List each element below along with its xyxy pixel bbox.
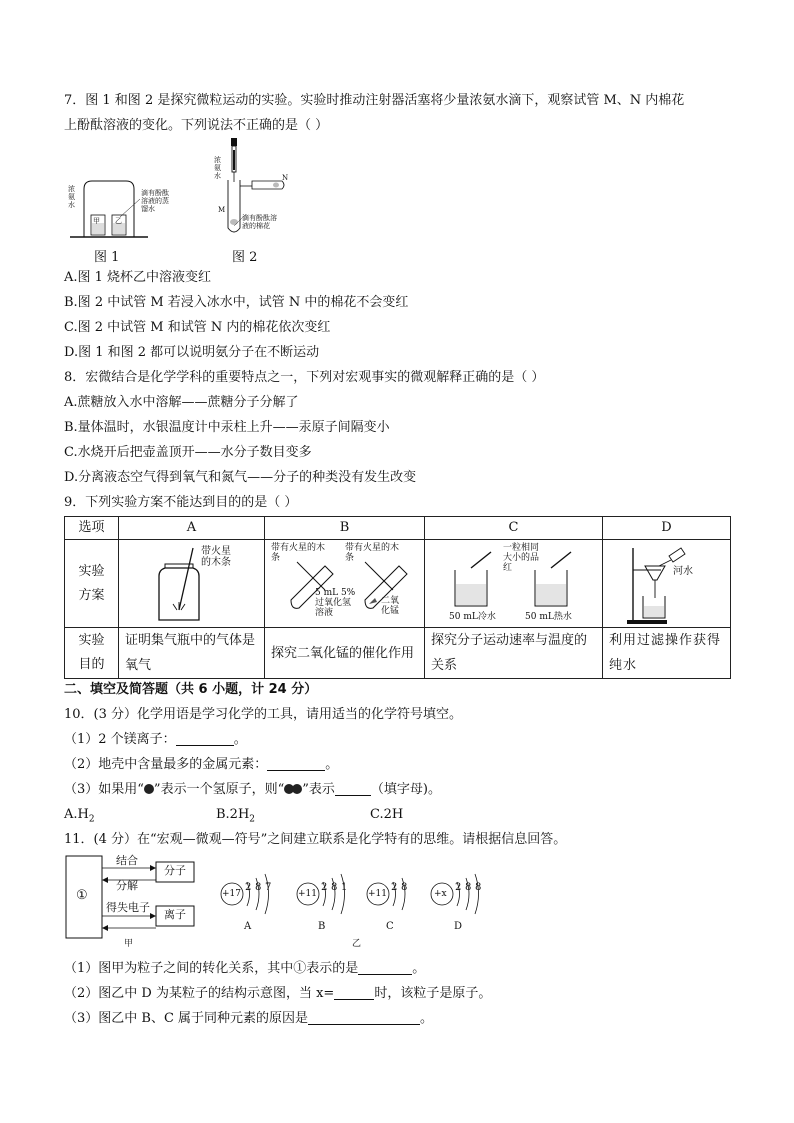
q8-option-d: D.分离液态空气得到氧气和氮气——分子的种类没有发生改变 [64,470,417,485]
q9-table [64,516,731,679]
q9-header-a: A [119,517,265,540]
atom-a-shell-2: 8 [255,882,262,893]
fig1-caption: 图 1 [94,250,120,265]
atom-a-shell-1: 2 [245,882,252,893]
fig1-jia-label: 甲 [93,217,100,225]
fig1-ammonia-label: 浓氨水 [68,185,75,209]
atom-a-nucleus: +17 [222,889,241,899]
q11-blank-3[interactable] [308,1010,420,1025]
atom-c-shell-1: 2 [391,882,398,893]
q10-option-b-sub: 2 [249,814,256,825]
q10-blank-1[interactable] [176,731,234,746]
fig-jia-combine-label: 结合 [116,854,138,867]
fig2-caption: 图 2 [232,250,258,265]
fig1-yi-label: 乙 [115,217,122,225]
q7-figure-2 [212,136,302,241]
q7-figure-1 [64,175,169,245]
q9-goal-a: 证明集气瓶中的气体是氧气 [119,628,265,679]
atom-b-shell-2: 8 [331,882,338,893]
atom-c-nucleus: +11 [368,889,387,899]
q8-option-c: C.水烧开后把壶盖顶开——水分子数目变多 [64,445,312,460]
atom-d-nucleus: +x [434,889,447,899]
scheme-a-label: 带火星的木条 [201,546,231,568]
q9-scheme-c [425,540,603,628]
q10-option-a-text: A.H [64,807,89,822]
q9-stem: 9．下列实验方案不能达到目的的是（ ） [64,495,298,510]
q10-part-1 [64,731,247,749]
atom-a-shell-3: 7 [265,882,272,893]
atom-d-shell-3: 8 [475,882,482,893]
q7-stem-line2: 上酚酞溶液的变化。下列说法不正确的是（ ） [64,118,329,133]
q10-part-3-text-d: （填字母)。 [370,782,441,797]
q8-option-b: B.量体温时，水银温度计中汞柱上升——汞原子间隔变小 [64,420,390,435]
atom-c-letter: C [386,921,394,932]
atom-b-nucleus: +11 [298,889,317,899]
q11-figure-yi [214,856,484,952]
atom-d-letter: D [454,921,463,932]
q9-header-option: 选项 [65,517,119,540]
q10-part-3-text-b: ”表示一个氢原子，则“ [153,782,285,797]
section-2-title: 二、填空及简答题（共 6 小题，计 24 分） [64,682,318,697]
q10-stem: 10．(3 分）化学用语是学习化学的工具，请用适当的化学符号填空。 [64,707,463,722]
fig1-water-label: 滴有酚酞溶液的蒸馏水 [141,189,169,213]
q11-blank-2[interactable] [334,985,374,1000]
q11-part-2-text: （2）图乙中 D 为某粒子的结构示意图，当 x= [64,986,335,1001]
q9-scheme-a [119,540,265,628]
fig2-cotton-label: 滴有酚酞溶液的棉花 [242,214,277,230]
fig-jia-circle-label: ① [76,888,88,903]
q11-part-2 [64,985,491,1003]
scheme-b-left-label: 带有火星的木条 [271,543,326,563]
q11-part-1-end: 。 [412,961,426,976]
q10-part-2-text: （2）地壳中含量最多的金属元素： [64,757,268,772]
q9-scheme-d [603,540,731,628]
q7-option-b: B.图 2 中试管 M 若浸入冰水中，试管 N 中的棉花不会变红 [64,295,409,310]
hydrogen-molecule-icon [284,782,302,800]
fig-yi-caption: 乙 [352,939,362,949]
fig-jia-ion-label: 离子 [164,908,186,921]
q7-option-d: D.图 1 和图 2 都可以说明氨分子在不断运动 [64,345,320,360]
scheme-b-right-label: 带有火星的木条 [345,543,400,563]
fig2-ammonia-label: 浓氨水 [214,156,221,180]
q10-part-2-end: 。 [325,757,339,772]
q10-part-2 [64,756,338,774]
q10-part-3 [64,781,441,800]
q10-part-3-text-a: （3）如果用“ [64,782,144,797]
q10-blank-2[interactable] [267,756,325,771]
fig-jia-molecule-label: 分子 [164,864,186,877]
q11-stem: 11．(4 分）在“宏观—微观—符号”之间建立联系是化学特有的思维。请根据信息回答。 [64,832,567,847]
q10-part-1-text: （1）2 个镁离子： [64,732,176,747]
q11-figure-jia [64,854,214,950]
atom-d-shell-2: 8 [465,882,472,893]
q10-option-c: C.2H [370,807,404,822]
fig-jia-caption: 甲 [124,939,134,949]
q10-option-a [64,806,95,829]
q11-part-1-text: （1）图甲为粒子之间的转化关系，其中①表示的是 [64,961,359,976]
atom-c-shell-2: 8 [401,882,408,893]
scheme-d-label: 河水 [673,566,693,577]
q11-part-3 [64,1010,433,1028]
q11-part-1 [64,960,425,978]
scheme-b-mno2-label: 二氧化锰 [381,596,400,616]
scheme-c-top-label: 一粒相同大小的品红 [503,543,540,573]
q10-option-a-sub: 2 [88,814,95,825]
scheme-b-h2o2-label: 5 mL 5%过氧化氢溶液 [315,588,356,618]
q10-part-3-text-c: ”表示 [302,782,335,797]
fig2-n-label: N [282,174,289,182]
scheme-c-cold-label: 50 mL冷水 [449,612,496,622]
q9-row-goal-label: 实验目的 [65,628,119,679]
q11-part-3-text: （3）图乙中 B、C 属于同种元素的原因是 [64,1011,309,1026]
q9-goal-c: 探究分子运动速率与温度的关系 [425,628,603,679]
atom-a-letter: A [244,921,252,932]
q8-stem: 8．宏微结合是化学学科的重要特点之一，下列对宏观事实的微观解释正确的是（ ） [64,370,545,385]
atom-b-shell-1: 2 [321,882,328,893]
q9-goal-d: 利用过滤操作获得纯水 [603,628,731,679]
q7-stem-line1: 7．图 1 和图 2 是探究微粒运动的实验。实验时推动注射器活塞将少量浓氨水滴下，观察试管 M、N 内棉花 [64,93,685,108]
q9-scheme-b [265,540,425,628]
q9-header-c: C [425,517,603,540]
q11-part-3-end: 。 [420,1011,434,1026]
q10-part-1-end: 。 [233,732,247,747]
q7-option-a: A.图 1 烧杯乙中溶液变红 [64,270,212,285]
q9-header-d: D [603,517,731,540]
q10-option-b [216,806,255,829]
fig2-m-label: M [218,206,226,214]
q9-goal-b: 探究二氧化锰的催化作用 [265,628,425,679]
q9-row-scheme-label: 实验方案 [65,540,119,628]
atom-b-shell-3: 1 [341,882,348,893]
q11-blank-1[interactable] [358,960,412,975]
q11-part-2-end: 时，该粒子是原子。 [374,986,492,1001]
fig-jia-electron-label: 得失电子 [106,901,150,914]
scheme-c-hot-label: 50 mL热水 [525,612,572,622]
fig-jia-decompose-label: 分解 [116,879,138,892]
q9-header-b: B [265,517,425,540]
q10-blank-3[interactable] [335,781,371,796]
atom-b-letter: B [318,921,326,932]
q7-option-c: C.图 2 中试管 M 和试管 N 内的棉花依次变红 [64,320,331,335]
hydrogen-atom-icon [144,784,154,794]
q8-option-a: A.蔗糖放入水中溶解——蔗糖分子分解了 [64,395,299,410]
atom-d-shell-1: 2 [455,882,462,893]
q10-option-b-text: B.2H [216,807,250,822]
